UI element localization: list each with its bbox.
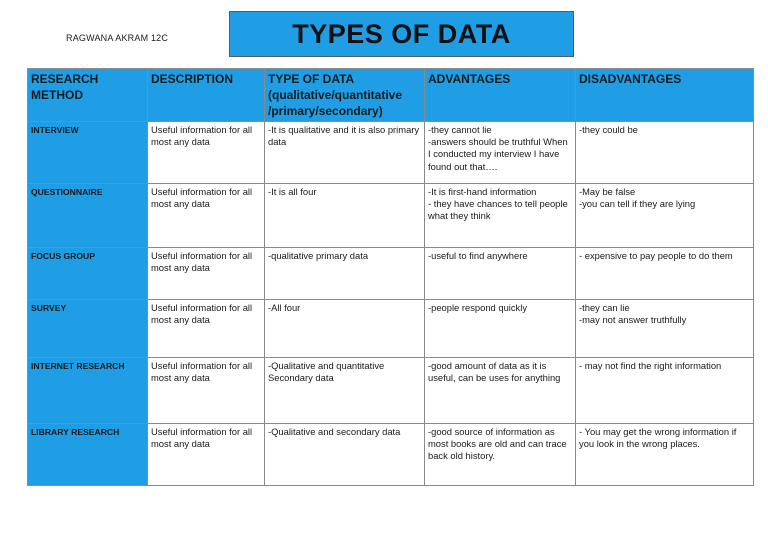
disadvantages-cell xyxy=(576,424,754,486)
description-cell: Useful information for all most any data xyxy=(148,184,265,248)
description-cell: Useful information for all most any data xyxy=(148,358,265,424)
advantages-cell xyxy=(425,122,576,184)
method-cell: SURVEY xyxy=(28,300,148,358)
author-name: RAGWANA AKRAM 12C xyxy=(66,33,169,43)
advantage-line: - they have chances to tell people what they think xyxy=(428,198,568,222)
disadvantages-cell xyxy=(576,300,754,358)
advantage-line: -good source of information as most books are old and can trace back old history. xyxy=(428,426,567,462)
table-row xyxy=(28,358,754,424)
page-title: TYPES OF DATA xyxy=(292,18,511,49)
table-row xyxy=(28,300,754,358)
disadvantage-line: - expensive to pay people to do them xyxy=(579,250,733,261)
disadvantage-line: -may not answer truthfully xyxy=(579,314,687,326)
type-cell: -qualitative primary data xyxy=(265,248,425,300)
method-cell: INTERVIEW xyxy=(28,122,148,184)
disadvantages-cell xyxy=(576,184,754,248)
disadvantages-cell xyxy=(576,358,754,424)
type-cell: -It is qualitative and it is also primary data xyxy=(265,122,425,184)
advantage-line: -good amount of data as it is useful, can be uses for anything xyxy=(428,360,561,384)
method-cell: INTERNET RESEARCH xyxy=(28,358,148,424)
advantages-cell xyxy=(425,248,576,300)
description-cell: Useful information for all most any data xyxy=(148,122,265,184)
disadvantages-cell xyxy=(576,122,754,184)
type-cell: -Qualitative and quantitative Secondary data xyxy=(265,358,425,424)
disadvantage-line: - may not find the right information xyxy=(579,360,722,371)
description-cell: Useful information for all most any data xyxy=(148,248,265,300)
description-cell: Useful information for all most any data xyxy=(148,424,265,486)
type-cell: -Qualitative and secondary data xyxy=(265,424,425,486)
advantages-cell xyxy=(425,424,576,486)
advantage-line: -useful to find anywhere xyxy=(428,250,528,261)
header-advantages: ADVANTAGES xyxy=(425,69,576,122)
advantages-cell xyxy=(425,300,576,358)
disadvantage-line: -they could be xyxy=(579,124,638,135)
type-cell: -All four xyxy=(265,300,425,358)
method-cell: FOCUS GROUP xyxy=(28,248,148,300)
disadvantage-line: -they can lie xyxy=(579,302,630,313)
disadvantage-line: -May be false xyxy=(579,186,636,197)
table-row xyxy=(28,184,754,248)
header-disadvantages: DISADVANTAGES xyxy=(576,69,754,122)
disadvantage-line: -you can tell if they are lying xyxy=(579,198,696,210)
description-cell: Useful information for all most any data xyxy=(148,300,265,358)
advantage-line: -people respond quickly xyxy=(428,302,528,313)
table-row xyxy=(28,122,754,184)
table-row xyxy=(28,424,754,486)
advantage-line: -It is first-hand information xyxy=(428,186,537,197)
header-description: DESCRIPTION xyxy=(148,69,265,122)
advantages-cell xyxy=(425,184,576,248)
disadvantage-line: - You may get the wrong information if you look in the wrong places. xyxy=(579,426,737,450)
table-header-row xyxy=(28,69,754,122)
advantage-line: -answers should be truthful When I conducted my interview I have found out that…. xyxy=(428,136,568,172)
advantage-line: -they cannot lie xyxy=(428,124,492,135)
table-row xyxy=(28,248,754,300)
advantages-cell xyxy=(425,358,576,424)
disadvantages-cell xyxy=(576,248,754,300)
title-banner xyxy=(229,11,574,57)
header-type-of-data: TYPE OF DATA (qualitative/quantitative /primary/secondary) xyxy=(265,69,425,122)
method-cell: LIBRARY RESEARCH xyxy=(28,424,148,486)
header-research-method: RESEARCH METHOD xyxy=(28,69,148,122)
type-cell: -It is all four xyxy=(265,184,425,248)
method-cell: QUESTIONNAIRE xyxy=(28,184,148,248)
research-methods-table xyxy=(27,68,754,486)
